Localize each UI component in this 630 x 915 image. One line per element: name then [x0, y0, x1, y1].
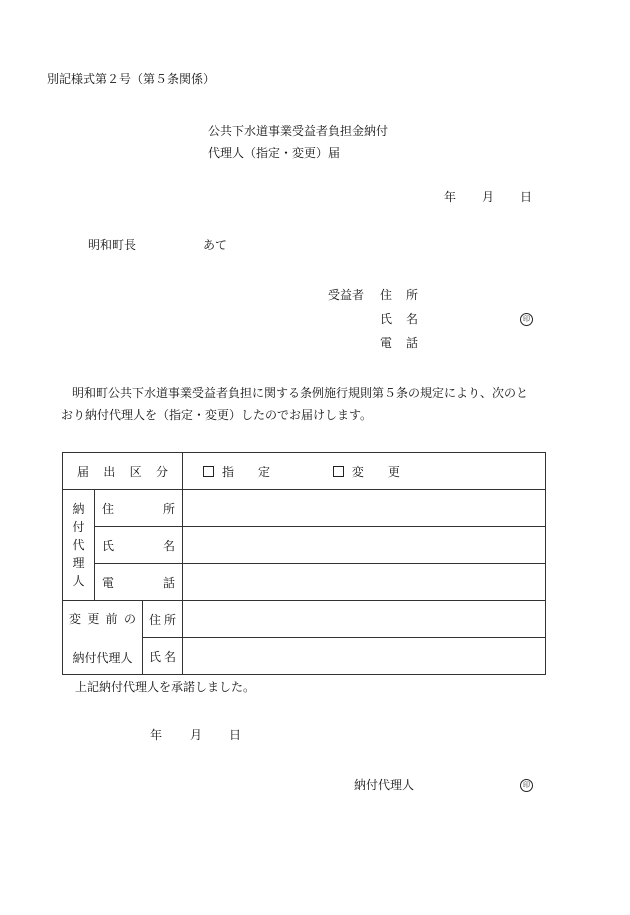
- consent-date-year: 年: [150, 728, 163, 742]
- form-number: 別記様式第２号（第５条関係）: [47, 72, 216, 86]
- agent-name-label: 氏 名: [95, 527, 183, 564]
- date-month: 月: [482, 190, 495, 204]
- title-line-1: 公共下水道事業受益者負担金納付: [208, 124, 389, 138]
- agent-seal-mark: 印: [520, 779, 533, 792]
- table-row: [63, 527, 546, 564]
- table-row: [63, 601, 546, 638]
- designate-option[interactable]: 指 定: [203, 463, 329, 480]
- beneficiary-label: 受益者: [328, 288, 365, 302]
- beneficiary-phone-label: 電 話: [380, 336, 418, 350]
- consent-date-month: 月: [190, 728, 203, 742]
- table-row: [63, 453, 546, 490]
- agent-sign-label: 納付代理人: [354, 778, 415, 792]
- agent-vertical-label: 納 付 代 理 人: [63, 490, 95, 601]
- date-day: 日: [520, 190, 533, 204]
- agent-address-label: 住 所: [95, 490, 183, 527]
- change-option[interactable]: 変 更: [333, 465, 400, 479]
- addressee-name: 明和町長: [88, 238, 137, 252]
- notification-type-header: 届 出 区 分: [63, 453, 183, 490]
- body-text-line-2: おり納付代理人を（指定・変更）したのでお届けします。: [61, 408, 373, 422]
- previous-agent-label: 変 更 前 の 納付代理人: [63, 601, 143, 675]
- previous-address-label: 住 所: [143, 601, 183, 638]
- table-row: [63, 490, 546, 527]
- table-row: [63, 564, 546, 601]
- agent-form-table: [62, 452, 546, 675]
- beneficiary-name-label: 氏 名: [380, 312, 418, 326]
- change-checkbox[interactable]: [333, 466, 344, 477]
- agent-phone-field[interactable]: [183, 564, 546, 601]
- date-year: 年: [444, 190, 457, 204]
- beneficiary-address-label: 住 所: [380, 288, 418, 302]
- previous-address-field[interactable]: [183, 601, 546, 638]
- agent-phone-label: 電 話: [95, 564, 183, 601]
- previous-name-label: 氏 名: [143, 638, 183, 675]
- consent-date-day: 日: [229, 728, 242, 742]
- agent-name-field[interactable]: [183, 527, 546, 564]
- beneficiary-seal-mark: 印: [520, 313, 533, 326]
- previous-name-field[interactable]: [183, 638, 546, 675]
- notification-type-options: [183, 453, 546, 490]
- designate-checkbox[interactable]: [203, 466, 214, 477]
- body-text-line-1: 明和町公共下水道事業受益者負担に関する条例施行規則第５条の規定により、次のと: [72, 386, 529, 400]
- title-line-2: 代理人（指定・変更）届: [208, 146, 341, 160]
- agent-address-field[interactable]: [183, 490, 546, 527]
- addressee-suffix: あて: [203, 238, 228, 252]
- consent-text: 上記納付代理人を承諾しました。: [75, 680, 256, 694]
